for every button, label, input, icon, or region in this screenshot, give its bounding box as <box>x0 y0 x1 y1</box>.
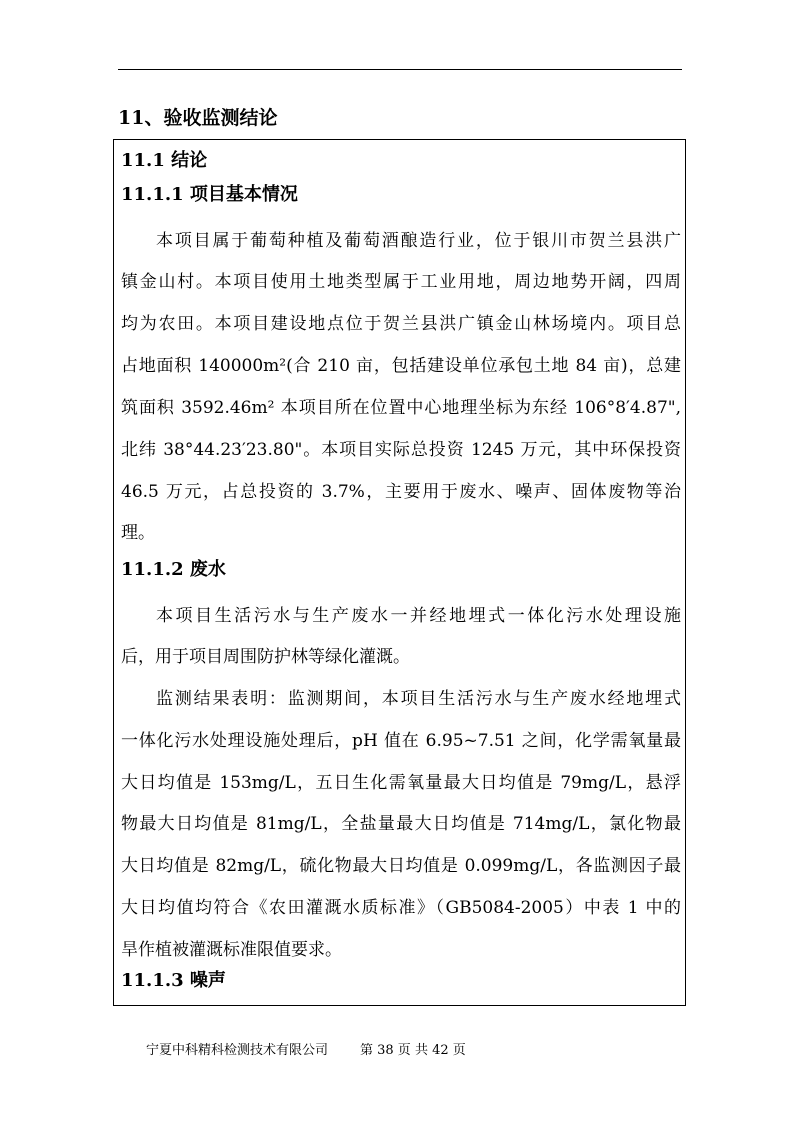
paragraph-line: 46.5 万元，占总投资的 3.7%，主要用于废水、噪声、固体废物等治 <box>121 482 681 502</box>
noise-heading: 11.1.3 噪声 <box>121 970 226 991</box>
paragraph-line: 北纬 38°44.23′23.80"。本项目实际总投资 1245 万元，其中环保投资 <box>121 440 681 460</box>
paragraph-line: 后，用于项目周围防护林等绿化灌溉。 <box>121 647 410 667</box>
paragraph-line: 大日均值是 153mg/L，五日生化需氧量最大日均值是 79mg/L，悬浮 <box>121 773 681 793</box>
paragraph-line: 监测结果表明：监测期间，本项目生活污水与生产废水经地埋式 <box>156 689 681 709</box>
paragraph-line: 占地面积 140000m²(合 210 亩，包括建设单位承包土地 84 亩)，总建 <box>121 356 681 376</box>
paragraph-line: 一体化污水处理设施处理后，pH 值在 6.95~7.51 之间，化学需氧量最 <box>121 731 681 751</box>
header-rule <box>118 69 682 70</box>
conclusion-heading: 11.1 结论 <box>121 150 208 171</box>
paragraph-line: 大日均值是 82mg/L，硫化物最大日均值是 0.099mg/L，各监测因子最 <box>121 856 681 876</box>
paragraph-line: 理。 <box>121 523 155 543</box>
paragraph-line: 均为农田。本项目建设地点位于贺兰县洪广镇金山林场境内。项目总 <box>121 314 681 334</box>
footer-page-number: 第 38 页 共 42 页 <box>360 1043 466 1058</box>
basic-info-heading: 11.1.1 项目基本情况 <box>121 184 298 205</box>
paragraph-line: 本项目生活污水与生产废水一并经地埋式一体化污水处理设施 <box>156 606 681 626</box>
section-title: 11、验收监测结论 <box>118 107 278 129</box>
paragraph-line: 本项目属于葡萄种植及葡萄酒酿造行业，位于银川市贺兰县洪广 <box>156 231 681 251</box>
paragraph-line: 大日均值均符合《农田灌溉水质标准》（GB5084-2005）中表 1 中的 <box>121 898 681 918</box>
wastewater-heading: 11.1.2 废水 <box>121 559 226 580</box>
footer-company: 宁夏中科精科检测技术有限公司 <box>146 1043 329 1058</box>
paragraph-line: 旱作植被灌溉标准限值要求。 <box>121 940 342 960</box>
paragraph-line: 物最大日均值是 81mg/L，全盐量最大日均值是 714mg/L，氯化物最 <box>121 814 681 834</box>
paragraph-line: 镇金山村。本项目使用土地类型属于工业用地，周边地势开阔，四周 <box>121 272 681 292</box>
paragraph-line: 筑面积 3592.46m² 本项目所在位置中心地理坐标为东经 106°8′4.87", <box>121 398 681 418</box>
